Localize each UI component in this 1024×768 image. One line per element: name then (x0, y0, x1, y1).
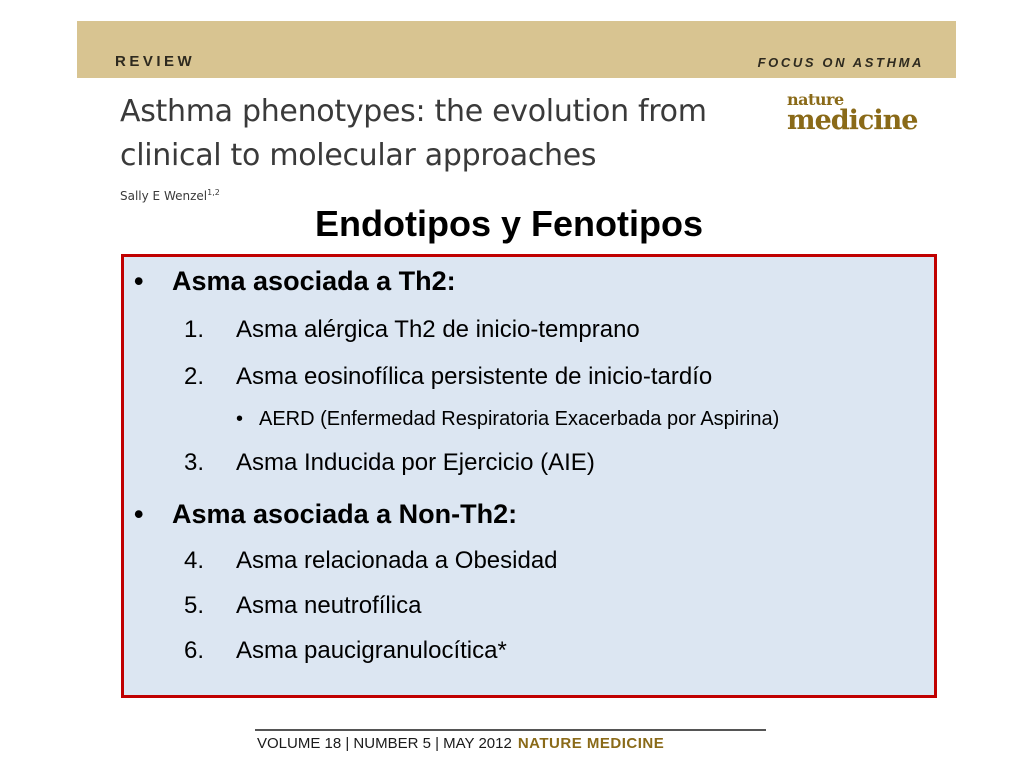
issue-info: VOLUME 18 | NUMBER 5 | MAY 2012 (257, 735, 512, 752)
number-marker: 4. (184, 547, 205, 574)
journal-footer (257, 735, 664, 752)
journal-name: NATURE MEDICINE (517, 735, 665, 752)
list-item-text: Asma paucigranulocítica* (236, 637, 507, 664)
journal-logo-bottom: medicine (787, 105, 918, 136)
article-title (120, 90, 780, 178)
article-author (120, 188, 220, 203)
list-item-text: Asma Inducida por Ejercicio (AIE) (236, 449, 595, 476)
bullet-marker: • (236, 408, 244, 430)
list-item-text: Asma neutrofílica (236, 592, 422, 619)
list-item-text: Asma asociada a Non-Th2: (172, 499, 518, 529)
footer-rule (255, 729, 766, 731)
section-label: REVIEW (115, 53, 196, 70)
slide-title: Endotipos y Fenotipos (315, 203, 703, 244)
journal-logo-top: nature (787, 90, 844, 109)
journal-banner (77, 21, 956, 78)
list-item-text: Asma relacionada a Obesidad (236, 547, 558, 574)
list-item-text: Asma alérgica Th2 de inicio-temprano (236, 316, 640, 343)
list-item-text: AERD (Enfermedad Respiratoria Exacerbada por Aspirina) (259, 408, 780, 430)
list-item-text: Asma eosinofílica persistente de inicio-tardío (236, 363, 713, 390)
journal-logo (787, 92, 927, 134)
number-marker: 1. (184, 316, 205, 343)
bullet-marker: • (134, 499, 144, 529)
number-marker: 3. (184, 449, 205, 476)
article-title-line-1: Asthma phenotypes: the evolution from (120, 94, 707, 129)
number-marker: 5. (184, 592, 205, 619)
list-item-text: Asma asociada a Th2: (172, 266, 456, 296)
author-affiliation: 1,2 (207, 188, 220, 197)
content-box (121, 254, 937, 698)
author-name: Sally E Wenzel (120, 189, 208, 203)
number-marker: 2. (184, 363, 205, 390)
article-title-line-2: clinical to molecular approaches (120, 138, 597, 173)
number-marker: 6. (184, 637, 205, 664)
series-label: FOCUS ON ASTHMA (757, 55, 924, 70)
bullet-marker: • (134, 266, 144, 296)
